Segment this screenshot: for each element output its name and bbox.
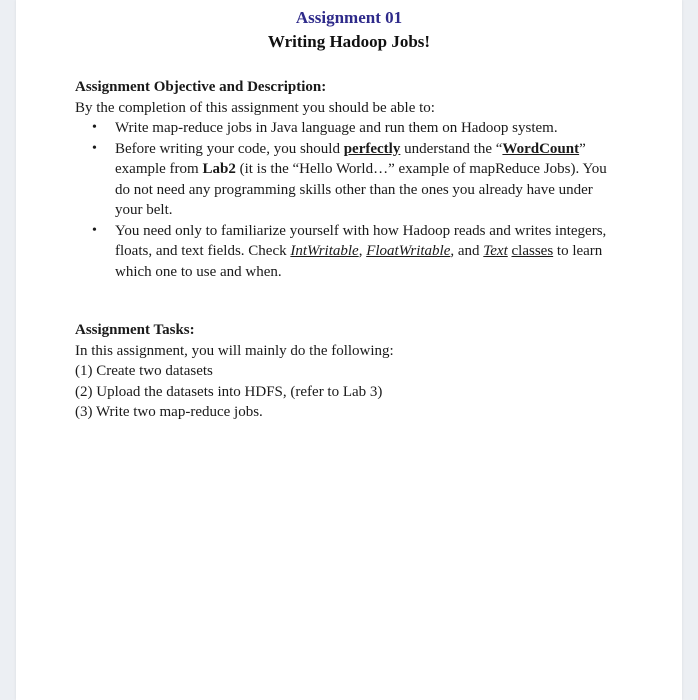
- classes-link[interactable]: classes: [511, 243, 554, 259]
- intwritable-link[interactable]: IntWritable: [290, 243, 359, 259]
- emphasis-lab2: Lab2: [202, 161, 236, 177]
- objective-bullet-1: [75, 118, 615, 139]
- bullet-icon: •: [92, 120, 97, 135]
- assignment-number-title: Assignment 01: [295, 8, 403, 27]
- bullet-3-text-part2: to learn which one to use and when.: [115, 243, 603, 280]
- separator-1: ,: [358, 243, 367, 259]
- document-page: [16, 0, 682, 700]
- bullet-2-text-part3: ” example from: [115, 140, 586, 177]
- objective-section: [75, 77, 655, 282]
- bullet-2-text-part2: understand the “: [400, 140, 503, 157]
- separator-2: , and: [450, 243, 484, 259]
- tasks-heading: Assignment Tasks:: [75, 322, 195, 338]
- emphasis-perfectly: perfectly: [343, 140, 401, 157]
- bullet-3-text-part1: You need only to familiarize yourself with how Hadoop reads and writes integers, floats, and text fields. Check: [115, 222, 607, 259]
- text-class-link[interactable]: Text: [483, 243, 508, 259]
- tasks-section: [75, 320, 655, 423]
- objective-bullet-2: [75, 139, 615, 221]
- assignment-subtitle: Writing Hadoop Jobs!: [267, 32, 431, 51]
- bullet-2-text-part1: Before writing your code, you should: [115, 140, 344, 157]
- bullet-icon: •: [92, 222, 97, 238]
- objective-heading: Assignment Objective and Description:: [75, 79, 327, 95]
- task-item-1: (1) Create two datasets: [75, 363, 213, 379]
- objective-bullet-3: [75, 221, 615, 283]
- bullet-2-text-part4: (it is the “Hello World…” example of mapReduce Jobs). You do not need any programming skills other than the ones you already have under your belt.: [115, 161, 607, 218]
- objective-intro: By the completion of this assignment you should be able to:: [75, 99, 435, 116]
- task-item-3: (3) Write two map-reduce jobs.: [75, 404, 263, 420]
- bullet-1-text: Write map-reduce jobs in Java language and run them on Hadoop system.: [115, 120, 558, 136]
- floatwritable-link[interactable]: FloatWritable: [366, 243, 451, 259]
- tasks-intro: In this assignment, you will mainly do the following:: [75, 342, 394, 359]
- emphasis-wordcount: WordCount: [502, 140, 580, 157]
- bullet-icon: •: [92, 140, 97, 156]
- objective-bullet-list: [75, 118, 655, 282]
- task-item-2: (2) Upload the datasets into HDFS, (refer to Lab 3): [75, 383, 383, 400]
